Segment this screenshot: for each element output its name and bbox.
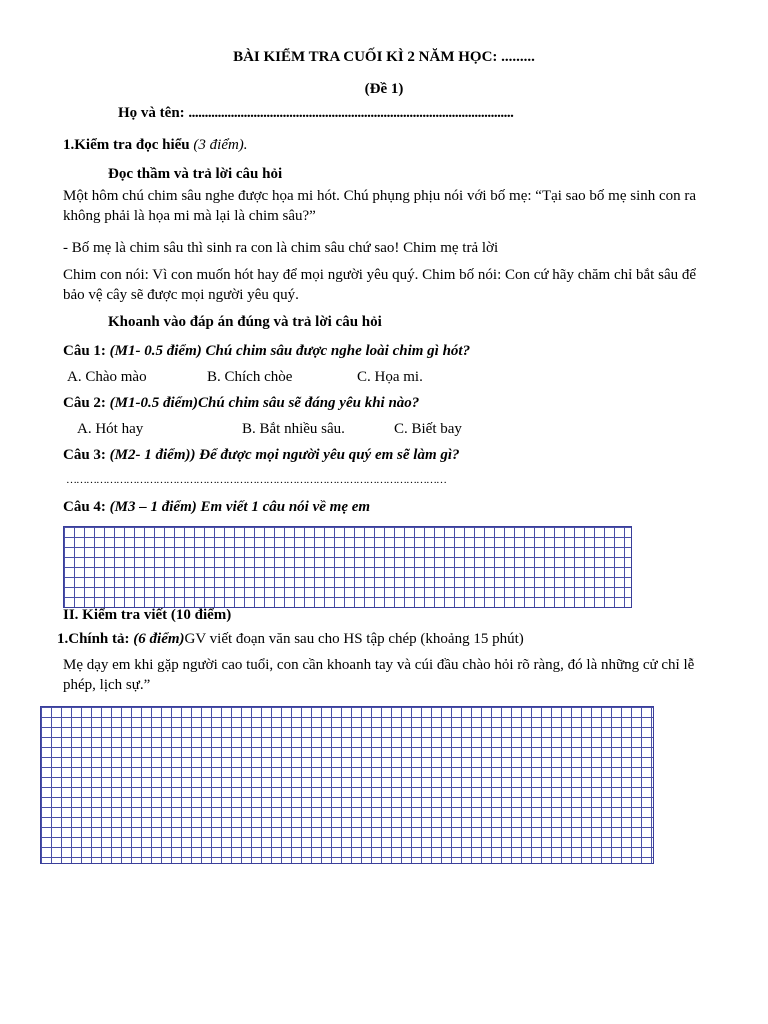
q2-label: Câu 2: <box>63 395 106 411</box>
reading-heading: Đọc thầm và trả lời câu hỏi <box>108 166 283 182</box>
q1-label: Câu 1: <box>63 343 106 359</box>
section1-heading <box>63 136 248 154</box>
passage-paragraph-2: - Bố mẹ là chim sâu thì sinh ra con là chim sâu chứ sao! Chim mẹ trả lời <box>63 240 499 256</box>
q2-text: Chú chim sâu sẽ đáng yêu khi nào? <box>198 395 420 411</box>
section2-heading: II. Kiểm tra viết (10 điểm) <box>63 607 232 623</box>
q1-option-a[interactable]: A. Chào mào <box>67 369 147 385</box>
q2-option-b[interactable]: B. Bắt nhiều sâu. <box>242 421 345 437</box>
q4-meta: (M3 – 1 điểm) <box>109 499 197 515</box>
passage-paragraph-3: Chim con nói: Vì con muốn hót hay để mọi người yêu quý. Chim bố nói: Con cứ hãy chăm chỉ bắt sâu để bảo vệ cây sẽ được mọi người yêu quý. <box>63 267 697 304</box>
q2-option-c[interactable]: C. Biết bay <box>394 421 462 437</box>
exam-title: BÀI KIỂM TRA CUỐI KÌ 2 NĂM HỌC: ......... <box>233 49 535 65</box>
question-1 <box>63 342 470 360</box>
spelling-text: GV viết đoạn văn sau cho HS tập chép (khoảng 15 phút) <box>184 631 524 647</box>
question-3 <box>63 446 460 464</box>
passage-paragraph-1: Một hôm chú chim sâu nghe được họa mi hót. Chú phụng phịu nói với bố mẹ: “Tại sao bố mẹ sinh con ra không phải là họa mi mà lại là chim sâu?” <box>63 188 697 225</box>
student-name-line <box>118 104 513 122</box>
q1-option-b[interactable]: B. Chích chòe <box>207 369 293 385</box>
answer-heading: Khoanh vào đáp án đúng và trả lời câu hỏi <box>108 314 382 330</box>
q3-label: Câu 3: <box>63 447 106 463</box>
question-4 <box>63 498 370 516</box>
section1-points: (3 điểm). <box>193 137 248 153</box>
q3-meta: (M2- 1 điểm)) <box>109 447 196 463</box>
section1-title: 1.Kiểm tra đọc hiểu <box>63 137 190 153</box>
spelling-instruction <box>57 630 524 648</box>
spelling-points: (6 điểm) <box>133 631 185 647</box>
q2-option-a[interactable]: A. Hót hay <box>77 421 144 437</box>
question-2 <box>63 394 419 412</box>
q4-writing-grid[interactable] <box>63 526 632 608</box>
name-dots: .................................................................................................... <box>188 105 514 121</box>
dictation-writing-grid[interactable] <box>40 706 654 864</box>
q4-label: Câu 4: <box>63 499 106 515</box>
q3-text: Để được mọi người yêu quý em sẽ làm gì? <box>199 447 460 463</box>
q3-answer-line[interactable]: …………………………………………………………………………………………………… <box>66 474 446 486</box>
exam-version: (Đề 1) <box>364 81 404 97</box>
q4-text: Em viết 1 câu nói về mẹ em <box>200 499 371 515</box>
spelling-label: 1.Chính tả: <box>57 631 130 647</box>
name-label: Họ và tên: <box>118 105 185 121</box>
q1-meta: (M1- 0.5 điểm) <box>109 343 202 359</box>
q1-text: Chú chim sâu được nghe loài chim gì hót? <box>205 343 471 359</box>
q2-meta: (M1-0.5 điểm) <box>109 395 198 411</box>
dictation-paragraph: Mẹ dạy em khi gặp người cao tuổi, con cần khoanh tay và cúi đầu chào hỏi rõ ràng, đó là những cử chỉ lễ phép, lịch sự.” <box>63 657 695 694</box>
q1-option-c[interactable]: C. Họa mi. <box>357 369 423 385</box>
